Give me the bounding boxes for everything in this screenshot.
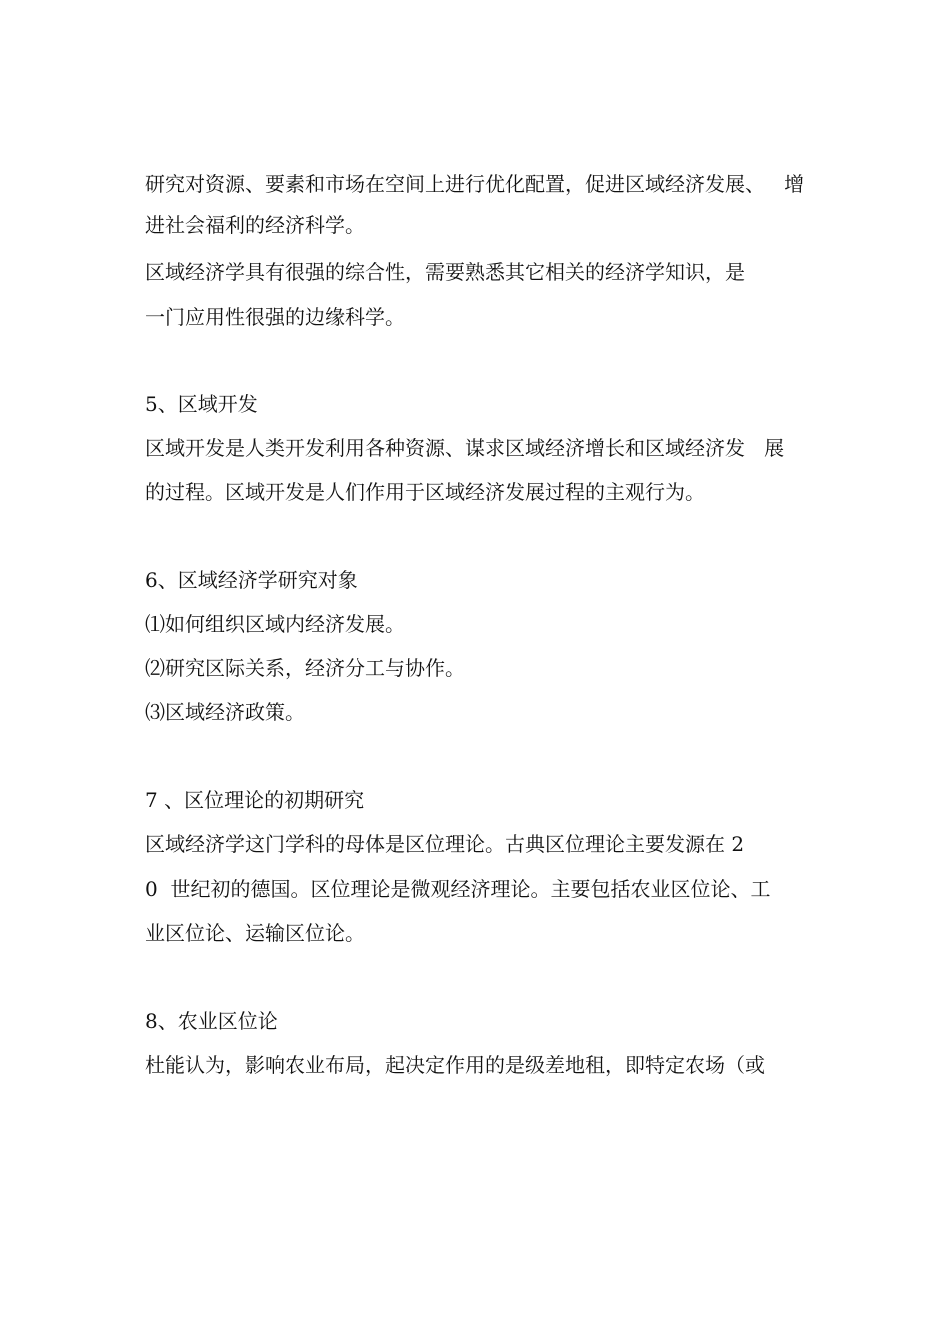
section-6-item: ⑶区域经济政策。	[145, 700, 305, 724]
section-6-heading: 6、区域经济学研究对象	[145, 568, 358, 592]
section-5-line-1: 区域开发是人类开发利用各种资源、谋求区域经济增长和区域经济发 展	[145, 436, 785, 460]
section-7-line-2: 0 世纪初的德国。区位理论是微观经济理论。主要包括农业区位论、工	[145, 877, 771, 901]
section-5-heading: 5、区域开发	[145, 392, 258, 416]
intro-line-1: 研究对资源、要素和市场在空间上进行优化配置，促进区域经济发展、 增	[145, 172, 805, 196]
section-6-item: ⑵研究区际关系，经济分工与协作。	[145, 656, 465, 680]
section-7-line-3: 业区位论、运输区位论。	[145, 921, 365, 945]
intro-line-2: 进社会福利的经济科学。	[145, 213, 365, 237]
intro-line-4: 一门应用性很强的边缘科学。	[145, 305, 405, 329]
section-6-item: ⑴如何组织区域内经济发展。	[145, 612, 405, 636]
section-8-heading: 8、农业区位论	[145, 1009, 278, 1033]
section-7-line-1: 区域经济学这门学科的母体是区位理论。古典区位理论主要发源在 2	[145, 832, 745, 856]
intro-line-3: 区域经济学具有很强的综合性，需要熟悉其它相关的经济学知识，是	[145, 260, 745, 284]
section-7-heading: 7 、区位理论的初期研究	[145, 788, 365, 812]
section-8-line-1: 杜能认为，影响农业布局，起决定作用的是级差地租，即特定农场（或	[145, 1053, 765, 1077]
section-5-line-2: 的过程。区域开发是人们作用于区域经济发展过程的主观行为。	[145, 480, 705, 504]
